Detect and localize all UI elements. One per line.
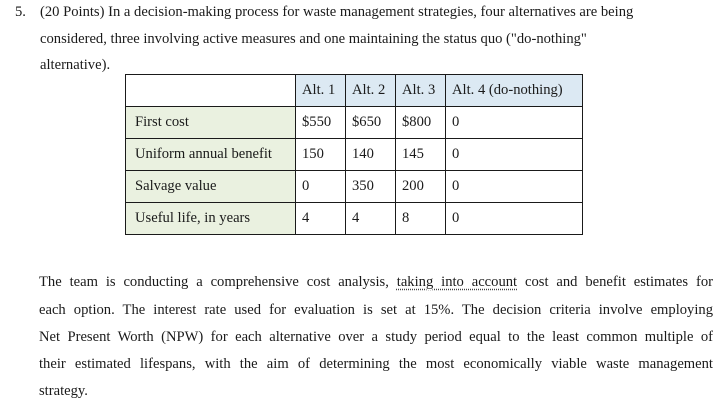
header-alt-2: Alt. 2 — [346, 75, 396, 107]
table-cell: 0 — [296, 171, 346, 203]
table-row — [126, 171, 583, 203]
question-points: (20 Points) — [40, 4, 105, 20]
paragraph-text-1b: cost and benefit estimates for — [517, 274, 713, 290]
paragraph-text-1a: The team is conducting a comprehensive cost analysis, — [39, 274, 397, 290]
table-cell: 0 — [446, 139, 583, 171]
paragraph-dotted-phrase: taking into account — [396, 274, 518, 290]
row-label-salvage-value: Salvage value — [126, 171, 296, 203]
table-row — [126, 203, 583, 235]
table-cell: 0 — [446, 107, 583, 139]
paragraph-line-2: each option. The interest rate used for evaluation is set at 15%. The decision criteria involve employing — [39, 302, 713, 318]
paragraph-line-3: Net Present Worth (NPW) for each alternative over a study period equal to the least common multiple of — [39, 329, 713, 345]
paragraph-line-1 — [39, 273, 713, 291]
table-cell: 0 — [446, 203, 583, 235]
table-row — [126, 107, 583, 139]
alternatives-table — [125, 74, 583, 235]
table-cell: 4 — [296, 203, 346, 235]
table-cell: 8 — [396, 203, 446, 235]
table-corner-cell — [126, 75, 296, 107]
paragraph-line-5: strategy. — [39, 383, 88, 399]
table-cell: 140 — [346, 139, 396, 171]
question-text-1: In a decision-making process for waste management strategies, four alternatives are being — [108, 4, 634, 20]
header-alt-1: Alt. 1 — [296, 75, 346, 107]
table-cell: 150 — [296, 139, 346, 171]
question-line-1 — [40, 3, 713, 21]
row-label-useful-life: Useful life, in years — [126, 203, 296, 235]
question-line-3: alternative). — [40, 57, 111, 73]
question-line-2: considered, three involving active measures and one maintaining the status quo ("do-nothing" — [40, 31, 587, 47]
table-cell: 200 — [396, 171, 446, 203]
table-cell: 350 — [346, 171, 396, 203]
row-label-annual-benefit: Uniform annual benefit — [126, 139, 296, 171]
paragraph-line-4: their estimated lifespans, with the aim of determining the most economically viable waste management — [39, 356, 713, 372]
row-label-first-cost: First cost — [126, 107, 296, 139]
table-cell: 4 — [346, 203, 396, 235]
header-alt-4: Alt. 4 (do-nothing) — [446, 75, 583, 107]
header-alt-3: Alt. 3 — [396, 75, 446, 107]
table-row — [126, 139, 583, 171]
table-header-row — [126, 75, 583, 107]
table-cell: 0 — [446, 171, 583, 203]
table-cell: $550 — [296, 107, 346, 139]
table-cell: $650 — [346, 107, 396, 139]
table-cell: 145 — [396, 139, 446, 171]
table-cell: $800 — [396, 107, 446, 139]
question-number: 5. — [15, 4, 26, 20]
